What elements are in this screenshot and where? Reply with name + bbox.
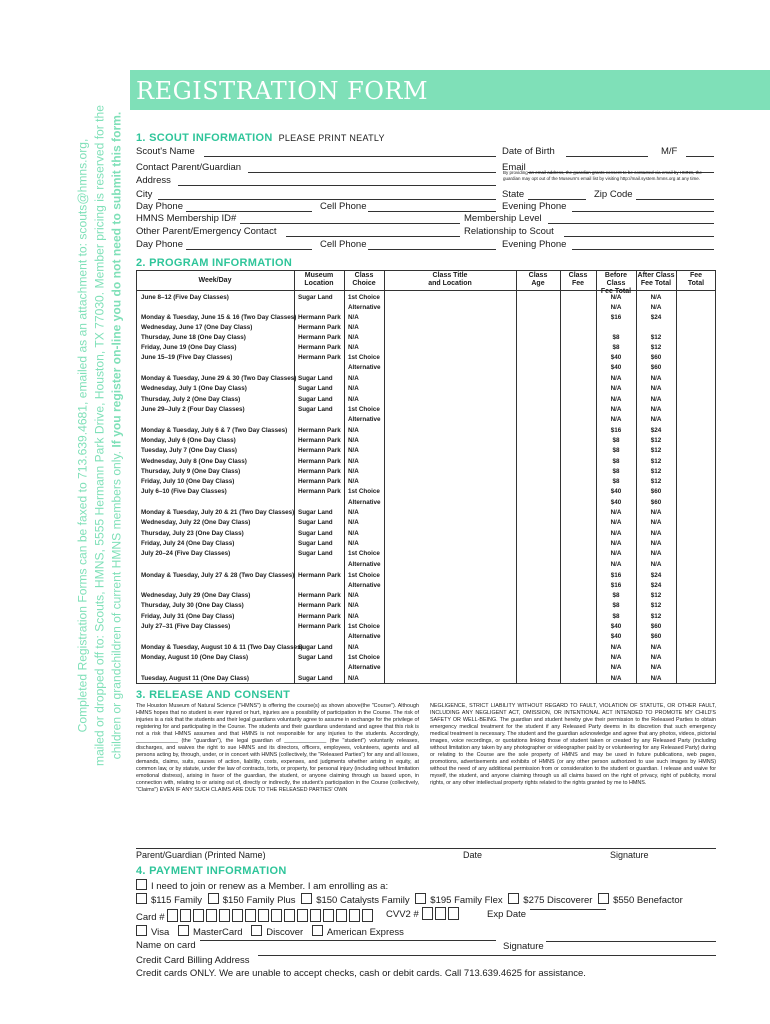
exp-label: Exp Date [487, 909, 527, 920]
side-line-1: Completed Registration Forms can be faxed to 713.639.4681, emailed as an attachment to: scouts@hmns.org, [75, 138, 90, 733]
card-digit-box[interactable] [232, 909, 243, 922]
row-before-total: $16 [610, 314, 622, 321]
row-day: June 15–19 (Five Day Classes) [141, 354, 233, 361]
row-day: Monday & Tuesday, June 29 & 30 (Two Day Classes) [141, 375, 297, 382]
card-digit-box[interactable] [323, 909, 334, 922]
col-week: Week/Day [198, 277, 232, 284]
row-before-total: $40 [610, 499, 622, 506]
side-instructions [75, 0, 126, 886]
row-day: July 20–24 (Five Day Classes) [141, 550, 231, 557]
row-after-total: $12 [650, 613, 662, 620]
row-choice: N/A [348, 530, 359, 537]
release-signature-label: Signature [610, 850, 649, 860]
row-location: Sugar Land [298, 550, 333, 557]
release-signature-line[interactable] [136, 848, 716, 849]
row-phones-2: Day Phone Cell Phone Evening Phone [136, 239, 716, 251]
row-before-total: $40 [610, 488, 622, 495]
row-choice: 1st Choice [348, 488, 380, 495]
row-choice: N/A [348, 385, 359, 392]
col-location: Museum Location [304, 272, 334, 287]
row-location: Hermann Park [298, 437, 341, 444]
row-after-total: N/A [650, 509, 662, 516]
row-after-total: $60 [650, 623, 662, 630]
row-before-total: N/A [610, 654, 622, 661]
payment-footer: Credit cards ONLY. We are unable to accept checks, cash or debit cards. Call 713.639.4625 for assistance. [136, 968, 586, 979]
release-date-label: Date [463, 850, 483, 860]
card-type-checkbox[interactable] [312, 925, 323, 936]
row-before-total: $16 [610, 582, 622, 589]
row-day: Wednesday, July 1 (One Day Class) [141, 385, 247, 392]
row-before-total: N/A [610, 406, 622, 413]
row-location: Hermann Park [298, 623, 341, 630]
emergency-cell-phone-field[interactable] [368, 249, 496, 250]
row-choice: N/A [348, 644, 359, 651]
level-checkbox[interactable] [415, 893, 426, 904]
row-after-total: N/A [650, 644, 662, 651]
row-location: Sugar Land [298, 540, 333, 547]
card-type-label: American Express [326, 927, 404, 938]
row-after-total: $12 [650, 458, 662, 465]
card-digit-box[interactable] [284, 909, 295, 922]
col-before-total: Before Class Fee Total [600, 272, 632, 295]
state-field[interactable] [528, 199, 586, 200]
row-day: Friday, July 24 (One Day Class) [141, 540, 235, 547]
row-after-total: N/A [650, 416, 662, 423]
level-label: $195 Family Flex [430, 895, 503, 906]
row-choice: Alternative [348, 582, 381, 589]
row-location: Hermann Park [298, 324, 341, 331]
row-address: Address [136, 175, 716, 187]
row-choice: N/A [348, 602, 359, 609]
row-location: Hermann Park [298, 602, 341, 609]
row-before-total: N/A [610, 550, 622, 557]
row-choice: 1st Choice [348, 294, 380, 301]
card-type-checkbox[interactable] [251, 925, 262, 936]
row-location: Sugar Land [298, 530, 333, 537]
row-choice: Alternative [348, 561, 381, 568]
row-before-total: N/A [610, 561, 622, 568]
release-text-left: The Houston Museum of Natural Science ("HMNS") is offering the course(s) as shown above(the "Course"). Although HMNS hopes that no student is ever injured or hurt, injuries are a possibility of participation in the Course. The risk of injuries is a risk that the students and their legal guardians voluntarily agree to assume in exchange for the privilege of registering for and participating in the Course. The students and their guardians understand and agree that this risk is not a risk that HMNS assumes and that HMNS is not responsible for any injuries to the students. Accordingly, ______________ (the "guardian"), the legal guardian of ______________ (the "student") voluntarily releases, discharges, and waives the right to sue HMNS and its directors, officers, employees, volunteers, agents and all persons acting by, through, under, or in concert with HMNS (collectively, the "Released Parties") for any and all losses, demands, claims, suits, causes of action, liability, costs, expenses, and judgments whether arising in equity, at common law, or by statute, under the law of contracts, torts, or property, for personal injury (including without limitation emotional distress), arising in favor of the guardian, the student, or anyone claiming through us based upon, in connection with, relating to or arising out of, directly or indirectly, the student's participation in the Course (collectively, "Claims") EVEN IF ANY SUCH CLAIMS ARE DUE TO THE RELEASED PARTIES' OWN [136, 703, 419, 793]
row-location: Sugar Land [298, 406, 333, 413]
row-before-total: $40 [610, 623, 622, 630]
row-choice: 1st Choice [348, 572, 380, 579]
row-choice: Alternative [348, 416, 381, 423]
row-choice: N/A [348, 509, 359, 516]
row-location: Sugar Land [298, 644, 333, 651]
row-after-total: N/A [650, 530, 662, 537]
card-digit-box[interactable] [180, 909, 191, 922]
row-day: Monday & Tuesday, July 27 & 28 (Two Day Classes) [141, 572, 295, 579]
row-choice: N/A [348, 613, 359, 620]
row-day: June 8–12 (Five Day Classes) [141, 294, 229, 301]
col-total: Fee Total [687, 272, 705, 287]
membership-levels [136, 893, 683, 906]
row-before-total: $8 [612, 344, 620, 351]
online-note: If you register on-line you do not need to submit this form. [109, 111, 124, 448]
print-neatly-note: PLEASE PRINT NEATLY [278, 133, 385, 143]
row-after-total: $60 [650, 364, 662, 371]
row-after-total: N/A [650, 561, 662, 568]
row-location: Hermann Park [298, 458, 341, 465]
row-before-total: $40 [610, 364, 622, 371]
row-after-total: $12 [650, 478, 662, 485]
row-choice: N/A [348, 540, 359, 547]
row-choice: 1st Choice [348, 354, 380, 361]
row-after-total: N/A [650, 550, 662, 557]
row-day: July 27–31 (Five Day Classes) [141, 623, 231, 630]
card-number-row: Card # [136, 909, 375, 923]
row-after-total: N/A [650, 304, 662, 311]
row-choice: N/A [348, 324, 359, 331]
row-after-total: N/A [650, 385, 662, 392]
card-digit-box[interactable] [219, 909, 230, 922]
row-choice: N/A [348, 396, 359, 403]
card-type-checkbox[interactable] [178, 925, 189, 936]
row-after-total: $60 [650, 488, 662, 495]
card-type-label: Discover [266, 927, 304, 938]
row-membership: HMNS Membership ID# Membership Level [136, 213, 716, 225]
row-location: Hermann Park [298, 334, 341, 341]
row-after-total: $12 [650, 437, 662, 444]
membership-id-field[interactable] [240, 223, 460, 224]
card-digit-box[interactable] [193, 909, 204, 922]
row-location: Hermann Park [298, 447, 341, 454]
row-choice: N/A [348, 468, 359, 475]
card-type-checkbox[interactable] [136, 925, 147, 936]
row-before-total: $8 [612, 478, 620, 485]
row-day: Friday, July 10 (One Day Class) [141, 478, 235, 485]
row-choice: Alternative [348, 633, 381, 640]
row-choice: N/A [348, 427, 359, 434]
row-before-total: N/A [610, 644, 622, 651]
level-label: $275 Discoverer [523, 895, 593, 906]
emergency-contact-field[interactable] [286, 236, 460, 237]
evening-phone-field[interactable] [572, 211, 714, 212]
name-on-card-field[interactable] [200, 940, 496, 941]
row-before-total: $16 [610, 572, 622, 579]
row-choice: 1st Choice [348, 654, 380, 661]
row-before-total: $8 [612, 592, 620, 599]
card-digit-box[interactable] [297, 909, 308, 922]
row-choice: N/A [348, 458, 359, 465]
row-before-total: $8 [612, 602, 620, 609]
row-choice: N/A [348, 592, 359, 599]
billing-address-field[interactable] [258, 955, 716, 956]
row-before-total: $8 [612, 468, 620, 475]
city-field[interactable] [158, 199, 496, 200]
row-after-total: N/A [650, 406, 662, 413]
cvv-field[interactable] [422, 907, 461, 921]
row-before-total: N/A [610, 509, 622, 516]
row-before-total: N/A [610, 519, 622, 526]
row-after-total: N/A [650, 664, 662, 671]
row-after-total: $12 [650, 334, 662, 341]
row-name: Scout's Name Date of Birth M/F [136, 146, 716, 158]
row-day: Friday, July 31 (One Day Class) [141, 613, 235, 620]
row-before-total: N/A [610, 396, 622, 403]
row-before-total: $8 [612, 334, 620, 341]
row-after-total: N/A [650, 519, 662, 526]
row-choice: N/A [348, 344, 359, 351]
row-after-total: $24 [650, 427, 662, 434]
scout-info-heading: 1. SCOUT INFORMATION PLEASE PRINT NEATLY [136, 132, 385, 144]
row-emergency: Other Parent/Emergency Contact Relationship to Scout [136, 226, 716, 238]
cell-phone-field[interactable] [368, 211, 496, 212]
row-before-total: N/A [610, 385, 622, 392]
row-day: Monday & Tuesday, July 20 & 21 (Two Day Classes) [141, 509, 295, 516]
card-digit-box[interactable] [258, 909, 269, 922]
row-city: City State Zip Code [136, 189, 716, 201]
row-location: Hermann Park [298, 314, 341, 321]
col-after-total: After Class Fee Total [637, 272, 675, 287]
row-after-total: $12 [650, 447, 662, 454]
payment-signature-field[interactable] [546, 941, 716, 942]
level-checkbox[interactable] [136, 893, 147, 904]
row-choice: Alternative [348, 499, 381, 506]
row-before-total: N/A [610, 540, 622, 547]
row-day: Thursday, July 2 (One Day Class) [141, 396, 241, 403]
exp-field[interactable] [530, 909, 606, 910]
row-day: Monday, July 6 (One Day Class) [141, 437, 236, 444]
row-location: Sugar Land [298, 385, 333, 392]
row-choice: Alternative [348, 664, 381, 671]
col-choice: Class Choice [352, 272, 376, 287]
row-day: Friday, June 19 (One Day Class) [141, 344, 237, 351]
card-digit-box[interactable] [362, 909, 373, 922]
row-before-total: N/A [610, 375, 622, 382]
col-fee: Class Fee [568, 272, 588, 287]
col-age: Class Age [528, 272, 548, 287]
card-type-label: Visa [151, 927, 170, 938]
row-day: Tuesday, August 11 (One Day Class) [141, 675, 250, 682]
row-day: Wednesday, July 8 (One Day Class) [141, 458, 247, 465]
row-after-total: $12 [650, 344, 662, 351]
card-digit-box[interactable] [349, 909, 360, 922]
row-phones-1: Day Phone Cell Phone Evening Phone [136, 201, 716, 213]
row-after-total: $12 [650, 592, 662, 599]
row-day: Thursday, June 18 (One Day Class) [141, 334, 246, 341]
parent-field[interactable] [248, 172, 496, 173]
level-label: $150 Catalysts Family [316, 895, 410, 906]
level-label: $550 Benefactor [613, 895, 683, 906]
form-title: REGISTRATION FORM [136, 77, 429, 105]
card-type-label: MasterCard [192, 927, 243, 938]
row-before-total: $16 [610, 427, 622, 434]
payment-signature-label: Signature [503, 941, 544, 952]
row-before-total: $8 [612, 613, 620, 620]
row-location: Sugar Land [298, 675, 333, 682]
row-before-total: N/A [610, 294, 622, 301]
zip-field[interactable] [636, 199, 714, 200]
row-choice: 1st Choice [348, 623, 380, 630]
mf-field[interactable] [686, 156, 714, 157]
email-consent-note: By providing an email address, the guardian grants consent to be contacted via email by HMNS, the guardian may opt out of the Museum's email list by visiting http://mail.system.hmns.org at any time. [503, 170, 702, 181]
membership-level-field[interactable] [548, 223, 714, 224]
card-digit-box[interactable] [310, 909, 321, 922]
row-choice: N/A [348, 447, 359, 454]
relationship-field[interactable] [564, 236, 714, 237]
level-label: $150 Family Plus [222, 895, 296, 906]
row-before-total: N/A [610, 304, 622, 311]
level-checkbox[interactable] [301, 893, 312, 904]
row-day: Tuesday, July 7 (One Day Class) [141, 447, 238, 454]
card-types [136, 925, 404, 938]
program-info-heading: 2. PROGRAM INFORMATION [136, 257, 293, 269]
row-location: Hermann Park [298, 468, 341, 475]
row-after-total: N/A [650, 396, 662, 403]
row-before-total: N/A [610, 530, 622, 537]
row-day: Wednesday, July 22 (One Day Class) [141, 519, 251, 526]
side-line-2: mailed or dropped off to: Scouts, HMNS, 5555 Hermann Park Drive, Houston, TX 77030. Member pricing is reserved for the [92, 105, 107, 766]
emergency-evening-phone-field[interactable] [572, 249, 714, 250]
row-before-total: N/A [610, 675, 622, 682]
row-before-total: N/A [610, 664, 622, 671]
row-before-total: $8 [612, 458, 620, 465]
payment-heading: 4. PAYMENT INFORMATION [136, 865, 287, 877]
program-table [136, 270, 716, 684]
row-day: Thursday, July 30 (One Day Class) [141, 602, 244, 609]
row-day: June 29–July 2 (Four Day Classes) [141, 406, 245, 413]
row-location: Sugar Land [298, 509, 333, 516]
row-location: Hermann Park [298, 488, 341, 495]
row-before-total: $40 [610, 354, 622, 361]
row-location: Sugar Land [298, 294, 333, 301]
level-checkbox[interactable] [508, 893, 519, 904]
row-day: Wednesday, July 29 (One Day Class) [141, 592, 251, 599]
card-number-field[interactable] [167, 912, 375, 923]
row-location: Sugar Land [298, 519, 333, 526]
row-after-total: N/A [650, 654, 662, 661]
row-choice: N/A [348, 675, 359, 682]
card-digit-box[interactable] [336, 909, 347, 922]
row-choice: N/A [348, 478, 359, 485]
row-choice: N/A [348, 437, 359, 444]
dob-field[interactable] [566, 156, 648, 157]
scout-name-field[interactable] [204, 156, 496, 157]
row-after-total: $24 [650, 572, 662, 579]
address-field[interactable] [178, 185, 496, 186]
row-choice: Alternative [348, 364, 381, 371]
side-line-3: children or grandchildren of current HMNS members only. If you register on-line you do not need to submit this form. [109, 111, 124, 760]
release-heading: 3. RELEASE AND CONSENT [136, 689, 291, 701]
row-location: Hermann Park [298, 572, 341, 579]
row-choice: 1st Choice [348, 550, 380, 557]
row-day: Thursday, July 23 (One Day Class) [141, 530, 244, 537]
row-after-total: N/A [650, 294, 662, 301]
row-location: Hermann Park [298, 478, 341, 485]
row-day: Wednesday, June 17 (One Day Class) [141, 324, 253, 331]
title-banner [130, 70, 770, 110]
row-choice: N/A [348, 334, 359, 341]
row-location: Hermann Park [298, 613, 341, 620]
row-location: Sugar Land [298, 375, 333, 382]
emergency-day-phone-field[interactable] [186, 249, 312, 250]
row-location: Sugar Land [298, 396, 333, 403]
cvv-label: CVV2 # [386, 909, 419, 920]
row-day: Thursday, July 9 (One Day Class) [141, 468, 241, 475]
col-title: Class Title and Location [428, 272, 472, 287]
row-location: Sugar Land [298, 654, 333, 661]
card-digit-box[interactable] [206, 909, 217, 922]
row-after-total: $12 [650, 468, 662, 475]
row-after-total: $60 [650, 354, 662, 361]
row-day: Monday & Tuesday, June 15 & 16 (Two Day Classes) [141, 314, 297, 321]
row-location: Hermann Park [298, 592, 341, 599]
row-choice: Alternative [348, 304, 381, 311]
row-before-total: $8 [612, 437, 620, 444]
row-day: Monday & Tuesday, July 6 & 7 (Two Day Classes) [141, 427, 288, 434]
row-after-total: $12 [650, 602, 662, 609]
row-after-total: N/A [650, 675, 662, 682]
row-day: July 6–10 (Five Day Classes) [141, 488, 227, 495]
row-choice: N/A [348, 375, 359, 382]
row-after-total: N/A [650, 375, 662, 382]
row-after-total: $24 [650, 582, 662, 589]
row-choice: N/A [348, 519, 359, 526]
row-choice: 1st Choice [348, 406, 380, 413]
card-digit-box[interactable] [245, 909, 256, 922]
row-location: Hermann Park [298, 427, 341, 434]
day-phone-field[interactable] [186, 211, 312, 212]
row-before-total: N/A [610, 416, 622, 423]
card-digit-box[interactable] [167, 909, 178, 922]
row-after-total: N/A [650, 540, 662, 547]
billing-label: Credit Card Billing Address [136, 955, 250, 966]
release-text-right: NEGLIGENCE, STRICT LIABILITY WITHOUT REGARD TO FAULT, VIOLATION OF STATUTE, OR OTHER FAULT, INCLUDING ANY NEGLIGENT ACT, OMISSION, OR INTENTIONAL ACT INTENDED TO PROMOTE MY CHILD'S SAFETY OR WELL-BEING. The guardian and student hereby give their permission to the Released Parties to obtain emergency medical treatment for the student if any Released Party deems in its discretion that such emergency medical treatment is necessary. The student and the guardian acknowledge and agree that any photos, videos, pictorial images, voice recordings, or quotations linking those of student taken or created by any Released Party (including without limitation any taken by any photographer or videographer paid by or volunteering for any Released Party) during or relating to the Course are the sole property of HMNS and may be used in future publications, web pages, promotions, advertisements and exhibits of HMNS (or any other person authorized to use such images by HMNS) without the need of any additional permission from or consideration to the student or guardian. I release and waive for myself, the student, and anyone claiming through us all claims based on the right of privacy, right of publicity, moral rights, or any other intellectual property rights related to the rights granted by me to HMNS. [430, 703, 716, 786]
level-checkbox[interactable] [208, 893, 219, 904]
level-checkbox[interactable] [598, 893, 609, 904]
row-location: Hermann Park [298, 354, 341, 361]
row-after-total: $24 [650, 314, 662, 321]
row-location: Hermann Park [298, 344, 341, 351]
join-row: I need to join or renew as a Member. I am enrolling as a: [136, 879, 388, 892]
row-after-total: $60 [650, 633, 662, 640]
row-choice: N/A [348, 314, 359, 321]
row-parent: Contact Parent/Guardian Email [136, 162, 716, 174]
row-after-total: $60 [650, 499, 662, 506]
name-on-card-label: Name on card [136, 940, 196, 951]
card-digit-box[interactable] [271, 909, 282, 922]
join-checkbox[interactable] [136, 879, 147, 890]
level-label: $115 Family [151, 895, 203, 906]
row-day: Monday, August 10 (One Day Class) [141, 654, 249, 661]
row-before-total: $8 [612, 447, 620, 454]
parent-printed-name-label: Parent/Guardian (Printed Name) [136, 850, 266, 860]
row-before-total: $40 [610, 633, 622, 640]
row-day: Monday & Tuesday, August 10 & 11 (Two Day Classes) [141, 644, 303, 651]
